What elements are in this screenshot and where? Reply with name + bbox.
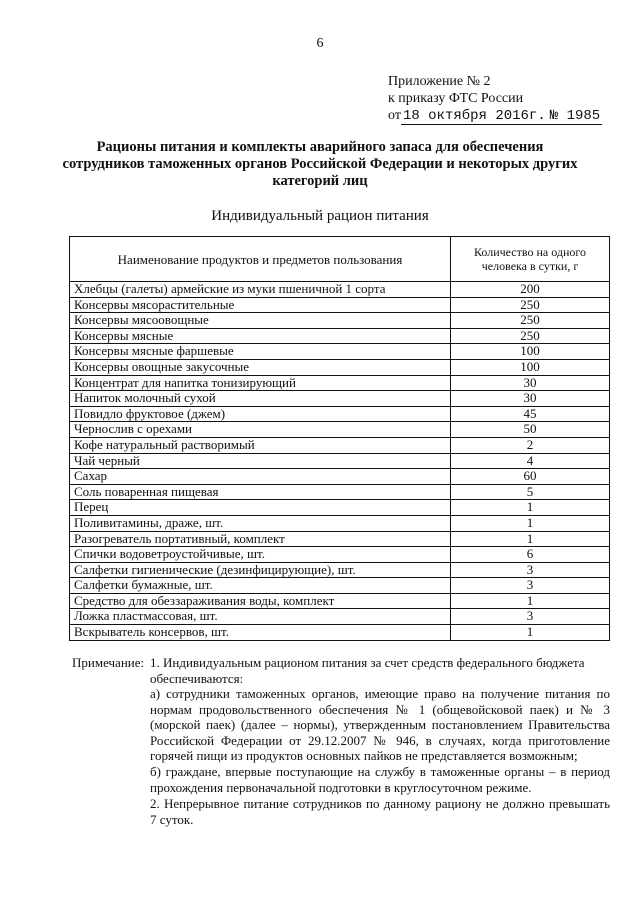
- item-quantity: 250: [451, 313, 610, 329]
- item-name: Спички водоветроустойчивые, шт.: [70, 547, 451, 563]
- note-item-1: 1. Индивидуальным рационом питания за счет средств федерального бюджета обеспечиваются:: [150, 655, 585, 686]
- item-name: Средство для обеззараживания воды, комплект: [70, 593, 451, 609]
- item-quantity: 50: [451, 422, 610, 438]
- table-header-row: [70, 237, 610, 282]
- appendix-block: [388, 73, 602, 125]
- table-row: [70, 359, 610, 375]
- item-quantity: 45: [451, 406, 610, 422]
- item-quantity: 1: [451, 625, 610, 641]
- ration-table: [69, 236, 610, 641]
- item-quantity: 3: [451, 562, 610, 578]
- item-name: Поливитамины, драже, шт.: [70, 515, 451, 531]
- item-quantity: 1: [451, 531, 610, 547]
- item-name: Консервы мясные фаршевые: [70, 344, 451, 360]
- table-row: [70, 453, 610, 469]
- item-name: Разогреватель портативный, комплект: [70, 531, 451, 547]
- item-name: Кофе натуральный растворимый: [70, 437, 451, 453]
- appendix-from: от: [388, 108, 401, 123]
- table-row: [70, 547, 610, 563]
- note-label: Примечание:: [72, 655, 145, 670]
- item-name: Консервы овощные закусочные: [70, 359, 451, 375]
- table-row: [70, 609, 610, 625]
- item-name: Консервы мясные: [70, 328, 451, 344]
- item-quantity: 60: [451, 469, 610, 485]
- table-row: [70, 531, 610, 547]
- appendix-date-line: [388, 107, 602, 125]
- item-name: Сахар: [70, 469, 451, 485]
- item-quantity: 3: [451, 578, 610, 594]
- document-title: Рационы питания и комплекты аварийного запаса для обеспечения сотрудников таможенных органов Российской Федерации и некоторых других категорий лиц: [62, 139, 578, 189]
- item-quantity: 1: [451, 515, 610, 531]
- item-name: Чернослив с орехами: [70, 422, 451, 438]
- note-item-2: 2. Непрерывное питание сотрудников по данному рациону не должно превышать 7 суток.: [150, 796, 610, 827]
- item-name: Ложка пластмассовая, шт.: [70, 609, 451, 625]
- table-row: [70, 437, 610, 453]
- item-name: Вскрыватель консервов, шт.: [70, 625, 451, 641]
- table-row: [70, 282, 610, 298]
- table-row: [70, 313, 610, 329]
- header-name: Наименование продуктов и предметов пользования: [70, 237, 451, 282]
- table-body: [70, 282, 610, 641]
- item-name: Напиток молочный сухой: [70, 391, 451, 407]
- item-name: Соль поваренная пищевая: [70, 484, 451, 500]
- table-row: [70, 484, 610, 500]
- item-name: Консервы мясорастительные: [70, 297, 451, 313]
- item-quantity: 1: [451, 593, 610, 609]
- item-name: Салфетки гигиенические (дезинфицирующие), шт.: [70, 562, 451, 578]
- table-row: [70, 578, 610, 594]
- item-name: Концентрат для напитка тонизирующий: [70, 375, 451, 391]
- item-quantity: 30: [451, 391, 610, 407]
- table-row: [70, 625, 610, 641]
- item-quantity: 1: [451, 500, 610, 516]
- table-row: [70, 344, 610, 360]
- item-name: Консервы мясоовощные: [70, 313, 451, 329]
- table-row: [70, 406, 610, 422]
- appendix-number: № 1985: [549, 108, 601, 124]
- table-row: [70, 500, 610, 516]
- appendix-line-2: к приказу ФТС России: [388, 91, 524, 106]
- item-quantity: 200: [451, 282, 610, 298]
- table-row: [70, 328, 610, 344]
- header-quantity: Количество на одного человека в сутки, г: [451, 237, 610, 282]
- table-row: [70, 515, 610, 531]
- item-name: Салфетки бумажные, шт.: [70, 578, 451, 594]
- table-row: [70, 469, 610, 485]
- table-row: [70, 391, 610, 407]
- appendix-date: 18 октября 2016г.: [402, 108, 546, 124]
- item-name: Перец: [70, 500, 451, 516]
- item-name: Чай черный: [70, 453, 451, 469]
- item-name: Хлебцы (галеты) армейские из муки пшеничной 1 сорта: [70, 282, 451, 298]
- item-quantity: 2: [451, 437, 610, 453]
- page-number: 6: [316, 36, 324, 51]
- table-row: [70, 422, 610, 438]
- item-quantity: 4: [451, 453, 610, 469]
- item-quantity: 3: [451, 609, 610, 625]
- item-quantity: 250: [451, 297, 610, 313]
- table-row: [70, 593, 610, 609]
- table-row: [70, 375, 610, 391]
- note-item-b: б) граждане, впервые поступающие на службу в таможенные органы – в период прохождения первоначальной подготовки в круглосуточном режиме.: [150, 764, 610, 795]
- table-row: [70, 562, 610, 578]
- item-quantity: 250: [451, 328, 610, 344]
- item-quantity: 100: [451, 359, 610, 375]
- item-quantity: 30: [451, 375, 610, 391]
- item-quantity: 6: [451, 547, 610, 563]
- table-subtitle: Индивидуальный рацион питания: [211, 208, 429, 224]
- item-quantity: 100: [451, 344, 610, 360]
- item-name: Повидло фруктовое (джем): [70, 406, 451, 422]
- note-item-a: а) сотрудники таможенных органов, имеющие право на получение питания по нормам продовольственного обеспечения № 1 (общевойсковой паек) и № 3 (морской паек) (далее – нормы), утвержденным постановлением Правительства Российской Федерации от 29.12.2007 № 946, в случаях, когда приготовление горячей пищи из продуктов основных пайков не представляется возможным;: [150, 686, 610, 763]
- table-row: [70, 297, 610, 313]
- appendix-line-1: Приложение № 2: [388, 74, 491, 89]
- item-quantity: 5: [451, 484, 610, 500]
